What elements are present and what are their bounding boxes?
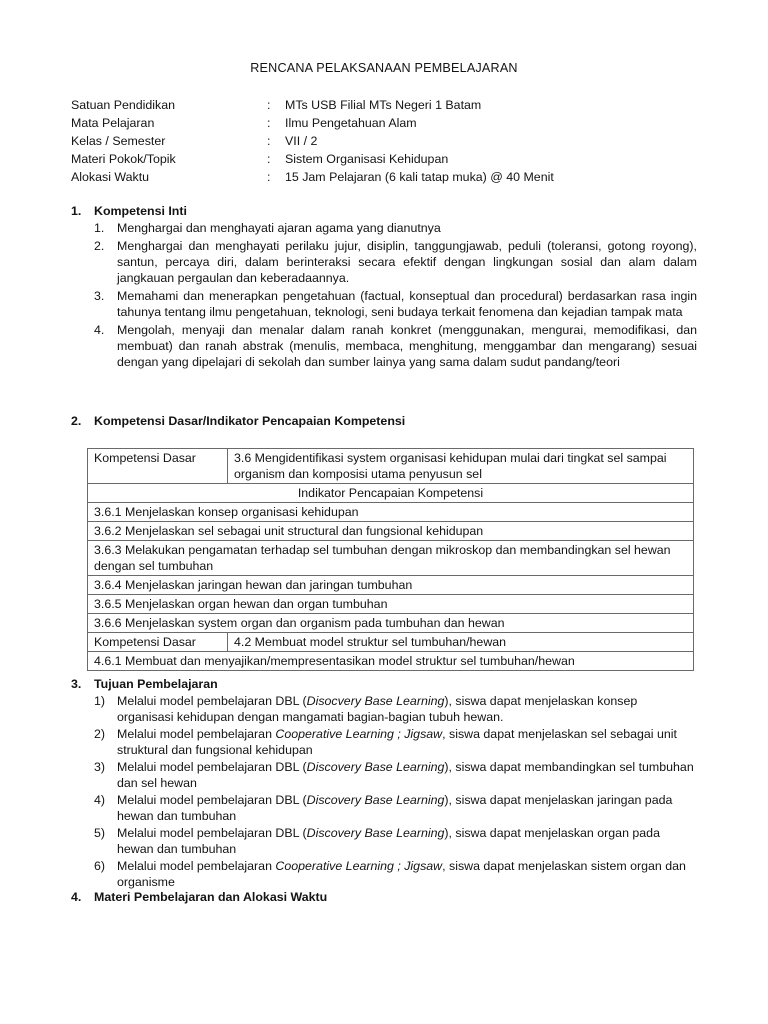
info-label: Alokasi Waktu: [71, 170, 150, 184]
item-text-post: ), siswa dapat menjelaskan jaringan pada hewan dan tumbuhan: [117, 793, 673, 823]
item-text-italic: Discovery Base Learning: [306, 793, 445, 807]
table-row: [88, 541, 694, 576]
section-heading-materi: [71, 889, 327, 905]
item-text-italic: Discovery Base Learning: [306, 826, 445, 840]
table-row: [88, 503, 694, 522]
item-number: 6): [94, 859, 106, 873]
item-text-italic: Discovery Base Learning: [306, 760, 445, 774]
table-row: [88, 652, 694, 671]
item-text: Menghargai dan menghayati perilaku jujur, disiplin, tanggungjawab, peduli (toleransi, gotong royong), santun, percaya diri, dalam berinteraksi secara efektif dengan lingkungan sosial dan alam dalam jangkauan pergaulan dan keberadaannya.: [117, 239, 697, 285]
info-row-materi: [71, 150, 691, 168]
item-number: 5): [94, 826, 106, 840]
item-text-pre: Melalui model pembelajaran: [117, 859, 276, 873]
info-value: Ilmu Pengetahuan Alam: [285, 116, 417, 130]
list-item: [94, 322, 697, 370]
item-text-post: , siswa dapat menjelaskan sel sebagai unit struktural dan fungsional kehidupan: [117, 727, 677, 757]
list-item: [94, 238, 697, 286]
info-row-mapel: [71, 114, 691, 132]
list-item: [94, 759, 697, 791]
section-title: Kompetensi Inti: [94, 204, 187, 218]
item-number: 4.: [94, 323, 105, 337]
section-number: 2.: [71, 414, 82, 428]
table-row: [88, 576, 694, 595]
item-text-italic: Disocvery Base Learning: [306, 694, 445, 708]
info-value: VII / 2: [285, 134, 318, 148]
table-row: [88, 522, 694, 541]
item-number: 3.: [94, 289, 105, 303]
info-colon: :: [267, 170, 271, 184]
section-title: Materi Pembelajaran dan Alokasi Waktu: [94, 890, 328, 904]
list-item: [94, 858, 697, 890]
list-item: [94, 726, 697, 758]
table-row: [88, 484, 694, 503]
section-number: 1.: [71, 204, 82, 218]
info-label: Materi Pokok/Topik: [71, 152, 176, 166]
table-row: [88, 595, 694, 614]
info-value: MTs USB Filial MTs Negeri 1 Batam: [285, 98, 482, 112]
tujuan-list: [94, 693, 697, 891]
list-item: [94, 288, 697, 320]
item-text: Menghargai dan menghayati ajaran agama yang dianutnya: [117, 221, 441, 235]
info-row-satuan: [71, 96, 691, 114]
item-text-post: ), siswa dapat menjelaskan konsep organisasi kehidupan dengan mangamati bagian-bagian tubuh hewan.: [117, 694, 638, 724]
item-number: 1.: [94, 221, 105, 235]
item-text-pre: Melalui model pembelajaran DBL (: [117, 694, 307, 708]
indicator-cell: 3.6.1 Menjelaskan konsep organisasi kehidupan: [88, 503, 694, 522]
indicator-cell: 3.6.2 Menjelaskan sel sebagai unit structural dan fungsional kehidupan: [88, 522, 694, 541]
info-row-kelas: [71, 132, 691, 150]
item-text-post: , siswa dapat menjelaskan sistem organ dan organisme: [117, 859, 686, 889]
item-number: 1): [94, 694, 106, 708]
info-row-alokasi: [71, 168, 691, 186]
section-title: Kompetensi Dasar/Indikator Pencapaian Kompetensi: [94, 414, 406, 428]
info-colon: :: [267, 98, 271, 112]
item-text: Mengolah, menyaji dan menalar dalam ranah konkret (menggunakan, mengurai, memodifikasi, dan membuat) dan ranah abstrak (menulis, membaca, menghitung, menggambar dan mengarang) sesuai dengan yang dipelajari di sekolah dan sumber lainya yang sama dalam sudut pandang/teori: [117, 323, 697, 369]
item-text: Memahami dan menerapkan pengetahuan (factual, konseptual dan procedural) berdasarkan rasa ingin tahunya tentang ilmu pengetahuan, teknologi, seni budaya terkait fenomena dan kejadian tampak mata: [117, 289, 697, 319]
info-value: 15 Jam Pelajaran (6 kali tatap muka) @ 40 Menit: [285, 170, 554, 184]
kd-text-cell: 4.2 Membuat model struktur sel tumbuhan/hewan: [228, 633, 694, 652]
table-row: [88, 614, 694, 633]
section-heading-kompetensi-inti: [71, 203, 187, 219]
table-row: [88, 449, 694, 484]
kd-text-cell: 3.6 Mengidentifikasi system organisasi kehidupan mulai dari tingkat sel sampai organism dan komposisi utama penyusun sel: [228, 449, 694, 484]
item-text-italic: Cooperative Learning ; Jigsaw: [275, 727, 443, 741]
info-colon: :: [267, 134, 271, 148]
item-text-post: ), siswa dapat membandingkan sel tumbuhan dan sel hewan: [117, 760, 694, 790]
section-heading-tujuan: [71, 676, 218, 692]
section-heading-kompetensi-dasar: [71, 413, 405, 429]
item-text-pre: Melalui model pembelajaran DBL (: [117, 793, 307, 807]
item-number: 4): [94, 793, 106, 807]
info-label: Satuan Pendidikan: [71, 98, 176, 112]
indicator-cell: 3.6.5 Menjelaskan organ hewan dan organ tumbuhan: [88, 595, 694, 614]
section-number: 3.: [71, 677, 82, 691]
item-text-pre: Melalui model pembelajaran DBL (: [117, 826, 307, 840]
indicator-cell: 3.6.4 Menjelaskan jaringan hewan dan jaringan tumbuhan: [88, 576, 694, 595]
indicator-cell: 3.6.6 Menjelaskan system organ dan organism pada tumbuhan dan hewan: [88, 614, 694, 633]
item-number: 2.: [94, 239, 105, 253]
table-row: [88, 633, 694, 652]
info-value: Sistem Organisasi Kehidupan: [285, 152, 449, 166]
ipk-header-cell: Indikator Pencapaian Kompetensi: [88, 484, 694, 503]
item-text-italic: Cooperative Learning ; Jigsaw: [275, 859, 443, 873]
info-colon: :: [267, 116, 271, 130]
list-item: [94, 792, 697, 824]
section-number: 4.: [71, 890, 82, 904]
indicator-cell: 4.6.1 Membuat dan menyajikan/mempresentasikan model struktur sel tumbuhan/hewan: [88, 652, 694, 671]
item-text-pre: Melalui model pembelajaran: [117, 727, 276, 741]
document-title: RENCANA PELAKSANAAN PEMBELAJARAN: [250, 61, 518, 75]
info-colon: :: [267, 152, 271, 166]
kompetensi-inti-list: [94, 220, 697, 372]
section-title: Tujuan Pembelajaran: [94, 677, 218, 691]
item-text-pre: Melalui model pembelajaran DBL (: [117, 760, 307, 774]
kd-label-cell: Kompetensi Dasar: [88, 449, 228, 484]
indicator-cell: 3.6.3 Melakukan pengamatan terhadap sel tumbuhan dengan mikroskop dan membandingkan sel hewan dengan sel tumbuhan: [88, 541, 694, 576]
kompetensi-dasar-table: [87, 448, 694, 671]
info-label: Kelas / Semester: [71, 134, 166, 148]
list-item: [94, 693, 697, 725]
info-label: Mata Pelajaran: [71, 116, 155, 130]
item-text-post: ), siswa dapat menjelaskan organ pada hewan dan tumbuhan: [117, 826, 660, 856]
list-item: [94, 825, 697, 857]
kd-label-cell: Kompetensi Dasar: [88, 633, 228, 652]
item-number: 3): [94, 760, 106, 774]
info-block: [71, 96, 691, 186]
list-item: [94, 220, 697, 236]
item-number: 2): [94, 727, 106, 741]
